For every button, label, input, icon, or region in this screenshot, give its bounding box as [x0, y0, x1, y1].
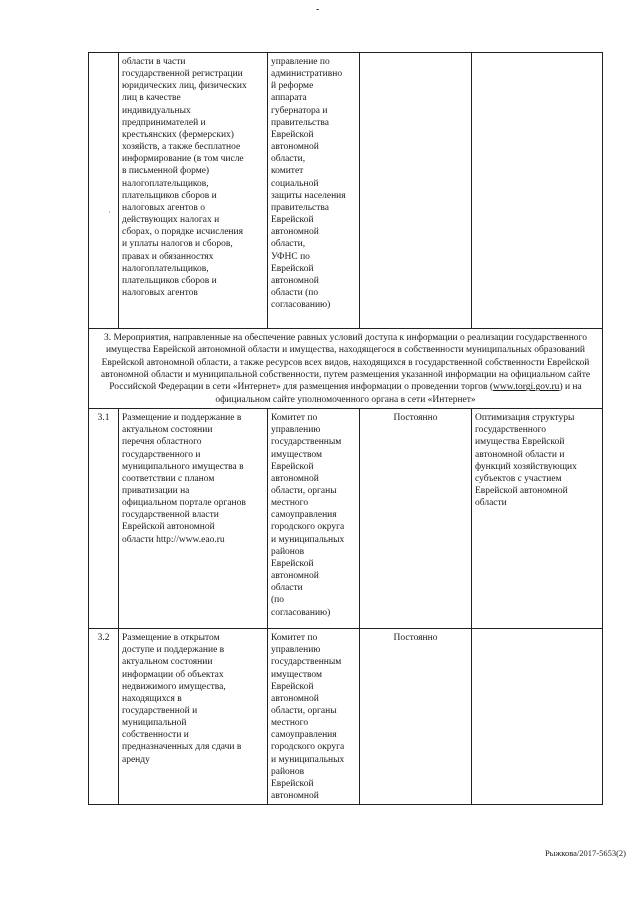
item-number-cell: 3.1: [89, 409, 119, 629]
action-cell: области в части государственной регистрации юридических лиц, физических лиц в качестве индивидуальных предпринимателей и крестьянских (фермерских) хозяйств, а также бесплатное информирование (в том числе в письменной форме) налогоплательщиков, плательщиков сборов и налоговых агентов о действующих налогах и сборах, о порядке исчисления и уплаты налогов и сборов, правах и обязанностях налогоплательщиков, плательщиков сборов и налоговых агентов: [119, 53, 268, 329]
responsible-cell: Комитет по управлению государственным имуществом Еврейской автономной области, органы местного самоуправления городского округа и муниципальных районов Еврейской автономной области (по согласованию): [268, 409, 360, 629]
table-row: [89, 409, 603, 629]
term-cell: Постоянно: [360, 629, 472, 805]
table-row: [89, 53, 603, 329]
responsible-cell: управление по административно й реформе аппарата губернатора и правительства Еврейской автономной области, комитет социальной защиты населения правительства Еврейской автономной области, УФНС по Еврейской автономной области (по согласованию): [268, 53, 360, 329]
term-cell: Постоянно: [360, 409, 472, 629]
term-cell: [360, 53, 472, 329]
result-cell: [472, 629, 603, 805]
action-cell: Размещение и поддержание в актуальном состоянии перечня областного государственного и муниципального имущества в соответствии с планом приватизации на официальном портале органов государственной власти Еврейской автономной области http://www.eao.ru: [119, 409, 268, 629]
torgi-link[interactable]: www.torgi.gov.ru: [493, 382, 560, 393]
result-cell: [472, 53, 603, 329]
section-3-heading: 3. Мероприятия, направленные на обеспечение равных условий доступа к информации о реализации государственного имущества Еврейской автономной области и имущества, находящегося в собственности муниципальных образований Еврейской автономной области, а также ресурсов всех видов, находящихся в государственной собственности Еврейской автономной области и муниципальной собственности, путем размещения указанной информации на официальном сайте Российской Федерации в сети «Интернет» для размещения информации о проведении торгов (www.torgi.gov.ru) и на официальном сайте уполномоченного органа в сети «Интернет»: [89, 329, 603, 409]
scan-artifact-mark: ·: [108, 208, 111, 217]
document-footer-code: Рыжкова/2017-5653(2): [544, 848, 626, 858]
result-cell: Оптимизация структуры государственного имущества Еврейской автономной области и функций хозяйствующих субъектов с участием Еврейской автономной области: [472, 409, 603, 629]
item-number-cell: 3.2: [89, 629, 119, 805]
top-page-mark: -: [316, 4, 320, 15]
action-cell: Размещение в открытом доступе и поддержание в актуальном состоянии информации об объектах недвижимого имущества, находящихся в государственной и муниципальной собственности и предназначенных для сдачи в аренду: [119, 629, 268, 805]
row-number-cell: [89, 53, 119, 329]
section-header-row: [89, 329, 603, 409]
table-row: [89, 629, 603, 805]
responsible-cell: Комитет по управлению государственным имуществом Еврейской автономной области, органы местного самоуправления городского округа и муниципальных районов Еврейской автономной: [268, 629, 360, 805]
measures-table: [88, 52, 603, 805]
